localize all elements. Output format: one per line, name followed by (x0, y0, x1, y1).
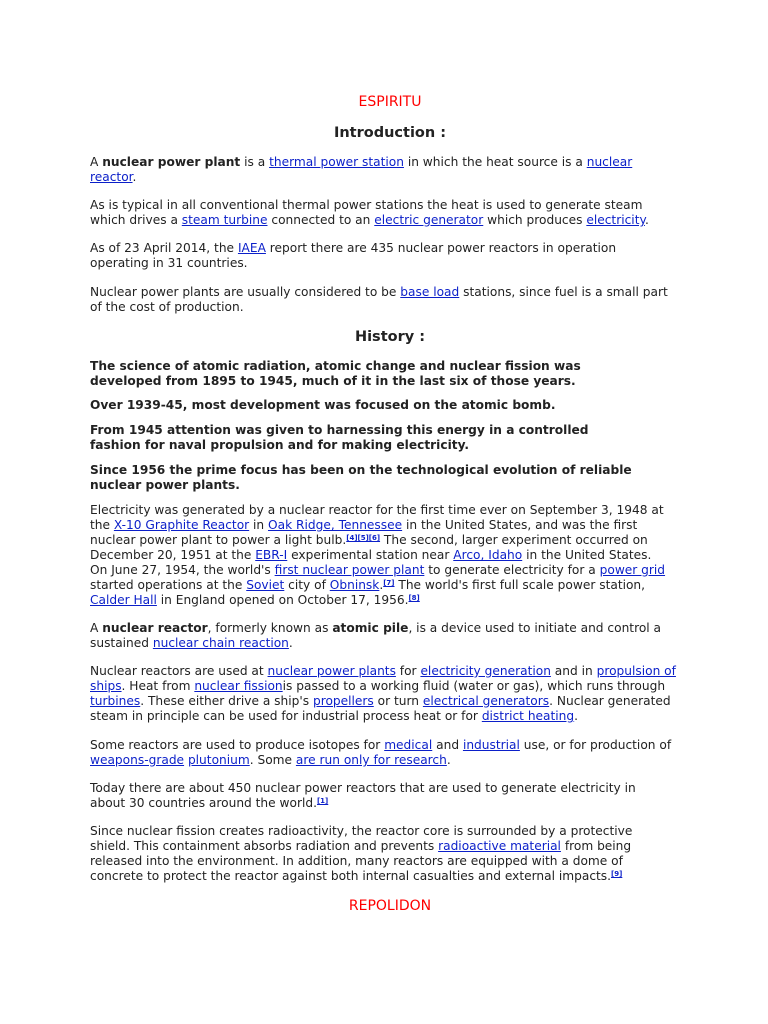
history-paragraph-reactor-uses: Nuclear reactors are used at nuclear power plants for electricity generation and in propulsion of ships. Heat from nuclear fissionis passed to a working fluid (water or gas), which runs through turbines. These either drive a ship's propellers or turn electrical generators. Nuclear generated steam in principle can be used for industrial process heat or for district heating. (90, 664, 676, 723)
history-bold-paragraph-2: Over 1939-45, most development was focused on the atomic bomb. (90, 398, 556, 412)
term-nuclear-power-plant: nuclear power plant (102, 155, 241, 169)
link-propulsion-of-ships[interactable]: propulsion of ships (90, 664, 676, 693)
link-power-grid[interactable]: power grid (599, 563, 666, 577)
intro-paragraph-2: As is typical in all conventional thermal power stations the heat is used to generate steam which drives a steam turbine connected to an electric generator which produces electricity. (90, 198, 649, 227)
link-calder-hall[interactable]: Calder Hall (90, 593, 157, 607)
author-title-top: ESPIRITU (358, 94, 422, 110)
link-thermal-power-station[interactable]: thermal power station (269, 155, 404, 169)
link-radioactive-material[interactable]: radioactive material (438, 839, 561, 853)
history-paragraph-nuclear-reactor: A nuclear reactor, formerly known as atomic pile, is a device used to initiate and control a sustained nuclear chain reaction. (90, 621, 662, 650)
link-x10-graphite-reactor[interactable]: X-10 Graphite Reactor (113, 518, 250, 532)
author-title-bottom: REPOLIDON (348, 898, 432, 914)
link-industrial[interactable]: industrial (462, 738, 520, 752)
link-medical[interactable]: medical (384, 738, 433, 752)
link-iaea[interactable]: IAEA (237, 241, 266, 255)
link-base-load[interactable]: base load (400, 285, 460, 299)
history-heading: History : (354, 329, 426, 345)
history-paragraph-containment: Since nuclear fission creates radioactivity, the reactor core is surrounded by a protective shield. This containment absorbs radiation and prevents radioactive material from being released into the environment. In addition, many reactors are equipped with a dome of concrete to protect the reactor against both internal casualties and external impacts.[9] (90, 824, 633, 883)
link-plutonium[interactable]: plutonium (187, 753, 250, 767)
link-weapons-grade[interactable]: weapons-grade (90, 753, 185, 767)
link-district-heating[interactable]: district heating (481, 709, 575, 723)
intro-paragraph-1: A nuclear power plant is a thermal power station in which the heat source is a nuclear reactor. (90, 155, 633, 184)
citation-9[interactable]: [9] (611, 870, 623, 878)
link-research-reactors[interactable]: are run only for research (295, 753, 447, 767)
link-turbines[interactable]: turbines (90, 694, 141, 708)
link-electricity[interactable]: electricity (586, 213, 645, 227)
link-steam-turbine[interactable]: steam turbine (181, 213, 268, 227)
link-electrical-generators[interactable]: electrical generators (422, 694, 550, 708)
citation-7[interactable]: [7] (383, 579, 395, 587)
history-bold-paragraph-1: The science of atomic radiation, atomic change and nuclear fission was developed from 1895 to 1945, much of it in the last six of those years. (90, 359, 581, 388)
link-soviet[interactable]: Soviet (246, 578, 285, 592)
link-nuclear-fission[interactable]: nuclear fission (194, 679, 283, 693)
link-obninsk[interactable]: Obninsk (329, 578, 380, 592)
link-electricity-generation[interactable]: electricity generation (420, 664, 551, 678)
link-nuclear-chain-reaction[interactable]: nuclear chain reaction (152, 636, 289, 650)
link-first-nuclear-power-plant[interactable]: first nuclear power plant (274, 563, 425, 577)
history-paragraph-450-reactors: Today there are about 450 nuclear power reactors that are used to generate electricity in about 30 countries around the world.[1] (90, 781, 636, 810)
link-ebr-i[interactable]: EBR-I (255, 548, 288, 562)
link-nuclear-reactor[interactable]: nuclear reactor (90, 155, 633, 184)
link-electric-generator[interactable]: electric generator (374, 213, 484, 227)
term-atomic-pile: atomic pile (332, 621, 409, 635)
history-bold-paragraph-3: From 1945 attention was given to harnessing this energy in a controlled fashion for naval propulsion and for making electricity. (90, 423, 589, 452)
history-bold-paragraph-4: Since 1956 the prime focus has been on the technological evolution of reliable nuclear power plants. (90, 463, 632, 492)
citation-4-5-6[interactable]: [4][5][6] (346, 534, 381, 542)
link-nuclear-power-plants[interactable]: nuclear power plants (267, 664, 396, 678)
link-propellers[interactable]: propellers (312, 694, 374, 708)
link-oak-ridge[interactable]: Oak Ridge, Tennessee (268, 518, 403, 532)
citation-8[interactable]: [8] (408, 594, 420, 602)
introduction-heading: Introduction : (333, 125, 447, 141)
intro-paragraph-3: As of 23 April 2014, the IAEA report there are 435 nuclear power reactors in operation operating in 31 countries. (90, 241, 617, 270)
intro-paragraph-4: Nuclear power plants are usually considered to be base load stations, since fuel is a small part of the cost of production. (90, 285, 668, 314)
history-paragraph-electricity: Electricity was generated by a nuclear reactor for the first time ever on September 3, 1948 at the X-10 Graphite Reactor in Oak Ridge, Tennessee in the United States, and was the first nuclear power plant to power a light bulb.[4][5][6] The second, larger experiment occurred on December 20, 1951 at the EBR-I experimental station near Arco, Idaho in the United States. On June 27, 1954, the world's first nuclear power plant to generate electricity for a power grid started operations at the Soviet city of Obninsk.[7] The world's first full scale power station, Calder Hall in England opened on October 17, 1956.[8] (90, 503, 666, 607)
citation-1[interactable]: [1] (316, 797, 329, 805)
term-nuclear-reactor: nuclear reactor (102, 621, 208, 635)
history-paragraph-isotopes: Some reactors are used to produce isotopes for medical and industrial use, or for production of weapons-grade plutonium. Some are run only for research. (90, 738, 672, 767)
link-arco-idaho[interactable]: Arco, Idaho (453, 548, 523, 562)
